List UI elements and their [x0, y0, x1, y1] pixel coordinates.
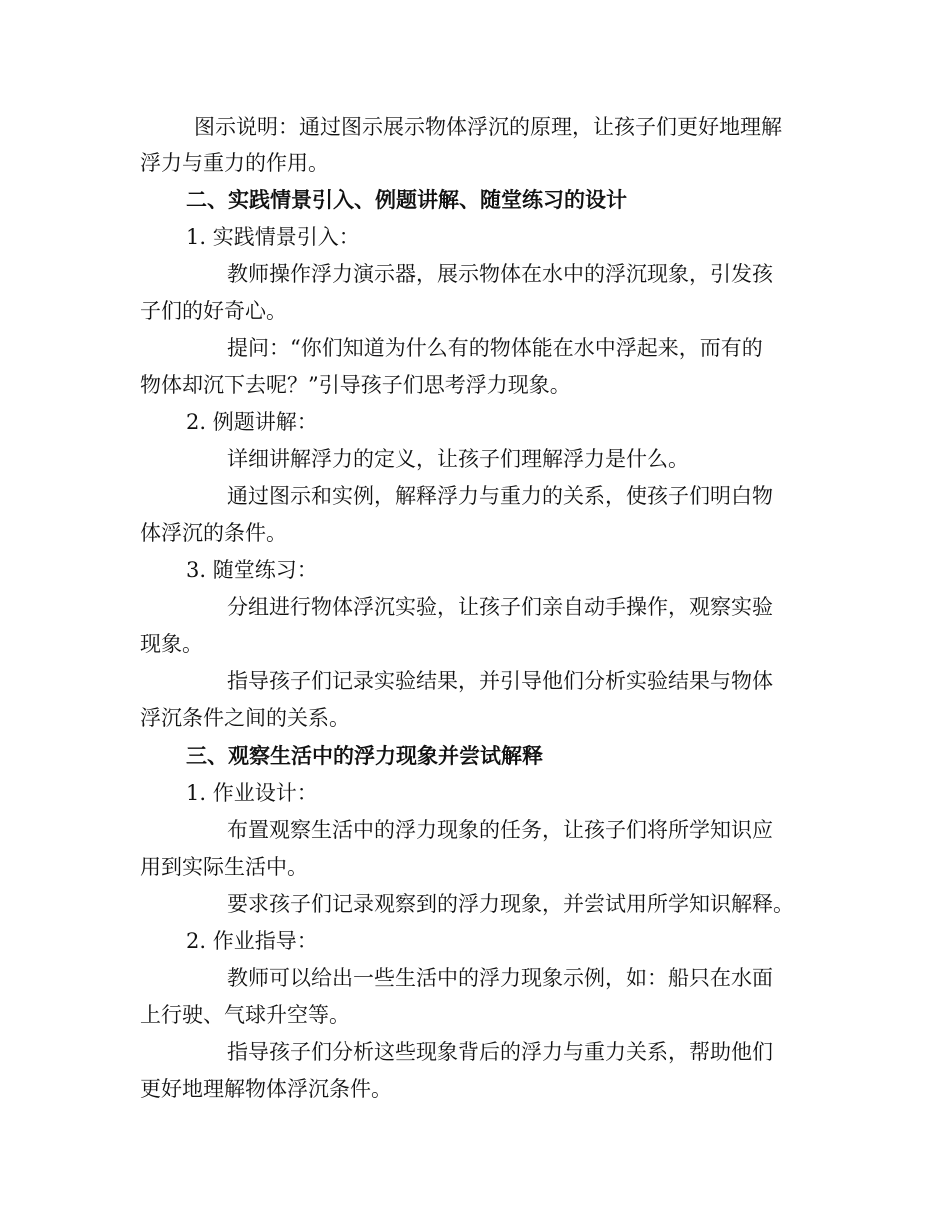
paragraph-line: 图示说明：通过图示展示物体浮沉的原理，让孩子们更好地理解 — [194, 115, 782, 139]
paragraph-line: 现象。 — [140, 632, 203, 656]
paragraph-line: 通过图示和实例，解释浮力与重力的关系，使孩子们明白物 — [227, 484, 773, 508]
list-item: 1. 作业设计： — [186, 781, 318, 805]
paragraph-line: 用到实际生活中。 — [140, 855, 308, 879]
paragraph-line: 提问：“你们知道为什么有的物体能在水中浮起来，而有的 — [227, 336, 763, 360]
list-item: 3. 随堂练习： — [186, 558, 318, 582]
paragraph-line: 要求孩子们记录观察到的浮力现象，并尝试用所学知识解释。 — [227, 892, 794, 916]
paragraph-line: 更好地理解物体浮沉条件。 — [140, 1077, 392, 1101]
paragraph-line: 布置观察生活中的浮力现象的任务，让孩子们将所学知识应 — [227, 818, 773, 842]
paragraph-line: 指导孩子们分析这些现象背后的浮力与重力关系，帮助他们 — [227, 1040, 773, 1064]
paragraph-line: 详细讲解浮力的定义，让孩子们理解浮力是什么。 — [227, 447, 689, 471]
paragraph-line: 物体却沉下去呢？”引导孩子们思考浮力现象。 — [140, 373, 571, 397]
section-heading: 三、观察生活中的浮力现象并尝试解释 — [186, 744, 543, 768]
paragraph-line: 体浮沉的条件。 — [140, 521, 287, 545]
paragraph-line: 指导孩子们记录实验结果，并引导他们分析实验结果与物体 — [227, 669, 773, 693]
list-item: 2. 作业指导： — [186, 929, 318, 953]
paragraph-line: 分组进行物体浮沉实验，让孩子们亲自动手操作，观察实验 — [227, 595, 773, 619]
list-item: 1. 实践情景引入： — [186, 225, 360, 249]
section-heading: 二、实践情景引入、例题讲解、随堂练习的设计 — [186, 188, 627, 212]
paragraph-line: 教师操作浮力演示器，展示物体在水中的浮沉现象，引发孩 — [227, 262, 773, 286]
paragraph-line: 浮力与重力的作用。 — [140, 151, 329, 175]
paragraph-line: 教师可以给出一些生活中的浮力现象示例，如：船只在水面 — [227, 966, 773, 990]
list-item: 2. 例题讲解： — [186, 410, 318, 434]
paragraph-line: 子们的好奇心。 — [140, 299, 287, 323]
paragraph-line: 浮沉条件之间的关系。 — [140, 706, 350, 730]
paragraph-line: 上行驶、气球升空等。 — [140, 1003, 350, 1027]
